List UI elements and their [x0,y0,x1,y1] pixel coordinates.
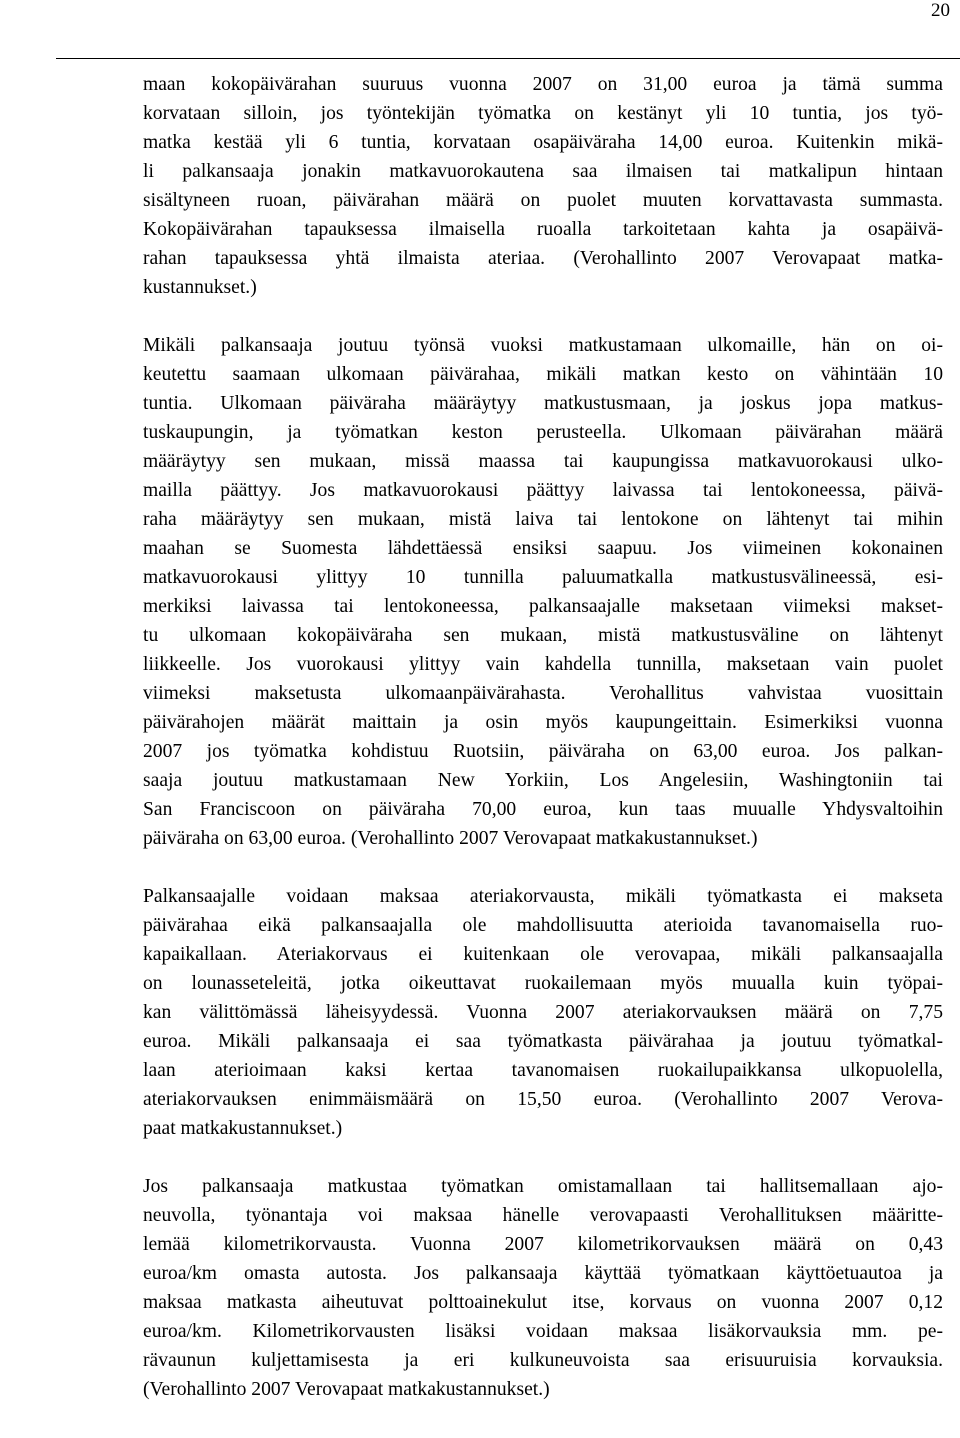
text-line: maksaa matkasta aiheutuvat polttoainekulut itse, korvaus on vuonna 2007 0,12 [143,1292,943,1313]
text-line: neuvolla, työnantaja voi maksaa hänelle verovapaasti Verohallituksen määritte- [143,1205,943,1226]
text-line: tuskaupungin, ja työmatkan keston perusteella. Ulkomaan päivärahan määrä [143,422,943,443]
text-line: paat matkakustannukset.) [143,1118,343,1139]
text-line: viimeksi maksetusta ulkomaanpäivärahasta. Verohallitus vahvistaa vuosittain [143,683,943,704]
text-line: matka kestää yli 6 tuntia, korvataan osapäiväraha 14,00 euroa. Kuitenkin mikä- [143,132,943,153]
text-line: laan aterioimaan kaksi kertaa tavanomaisen ruokailupaikkansa ulkopuolella, [143,1060,943,1081]
text-line: merkiksi laivassa tai lentokoneessa, palkansaajalle maksetaan viimeksi makset- [143,596,943,617]
text-line: kapaikallaan. Ateriakorvaus ei kuitenkaan ole verovapaa, mikäli palkansaajalla [143,944,943,965]
text-line: Kokopäivärahan tapauksessa ilmaisella ruoalla tarkoitetaan kahta ja osapäivä- [143,219,943,240]
text-line: tuntia. Ulkomaan päiväraha määräytyy matkustusmaan, ja joskus jopa matkus- [143,393,943,414]
text-line: sisältyneen ruoan, päivärahan määrä on puolet muuten korvattavasta summasta. [143,190,943,211]
text-line: Mikäli palkansaaja joutuu työnsä vuoksi matkustamaan ulkomaille, hän on oi- [143,335,943,356]
text-line: Jos palkansaaja matkustaa työmatkan omistamallaan tai hallitsemallaan ajo- [143,1176,943,1197]
text-line: euroa/km omasta autosta. Jos palkansaaja käyttää työmatkaan käyttöetuautoa ja [143,1263,943,1284]
document-body [143,70,943,1404]
text-line: rävaunun kuljettamisesta ja eri kulkuneuvoista saa erisuuruisia korvauksia. [143,1350,943,1371]
text-line: päivärahaa eikä palkansaajalla ole mahdollisuutta aterioida tavanomaisella ruo- [143,915,943,936]
paragraph [143,70,943,302]
text-line: saaja joutuu matkustamaan New Yorkiin, Los Angelesiin, Washingtoniin tai [143,770,943,791]
text-line: San Franciscoon on päiväraha 70,00 euroa, kun taas muualle Yhdysvaltoihin [143,799,943,820]
text-line: tu ulkomaan kokopäiväraha sen mukaan, mistä matkustusväline on lähtenyt [143,625,943,646]
text-line: li palkansaaja jonakin matkavuorokautena saa ilmaisen tai matkalipun hintaan [143,161,943,182]
paragraph [143,882,943,1143]
text-line: kustannukset.) [143,277,257,298]
text-line: on lounasseteleitä, jotka oikeuttavat ruokailemaan myös muualla kuin työpai- [143,973,943,994]
text-line: rahan tapauksessa yhtä ilmaista ateriaa. (Verohallinto 2007 Verovapaat matka- [143,248,943,269]
text-line: määräytyy sen mukaan, missä maassa tai kaupungissa matkavuorokausi ulko- [143,451,943,472]
text-line: lemää kilometrikorvausta. Vuonna 2007 kilometrikorvauksen määrä on 0,43 [143,1234,943,1255]
text-line: ateriakorvauksen enimmäismäärä on 15,50 euroa. (Verohallinto 2007 Verova- [143,1089,943,1110]
text-line: raha määräytyy sen mukaan, mistä laiva tai lentokone on lähtenyt tai mihin [143,509,943,530]
text-line: euroa. Mikäli palkansaaja ei saa työmatkasta päivärahaa ja joutuu työmatkal- [143,1031,943,1052]
text-line: euroa/km. Kilometrikorvausten lisäksi voidaan maksaa lisäkorvauksia mm. pe- [143,1321,943,1342]
text-line: 2007 jos työmatka kohdistuu Ruotsiin, päiväraha on 63,00 euroa. Jos palkan- [143,741,943,762]
paragraph [143,1172,943,1404]
text-line: päiväraha on 63,00 euroa. (Verohallinto 2007 Verovapaat matkakustannukset.) [143,828,758,849]
text-line: liikkeelle. Jos vuorokausi ylittyy vain kahdella tunnilla, maksetaan vain puolet [143,654,943,675]
text-line: mailla päättyy. Jos matkavuorokausi päättyy laivassa tai lentokoneessa, päivä- [143,480,943,501]
text-line: päivärahojen määrät maittain ja osin myös kaupungeittain. Esimerkiksi vuonna [143,712,943,733]
text-line: (Verohallinto 2007 Verovapaat matkakustannukset.) [143,1379,550,1400]
text-line: korvataan silloin, jos työntekijän työmatka on kestänyt yli 10 tuntia, jos työ- [143,103,943,124]
text-line: matkavuorokausi ylittyy 10 tunnilla paluumatkalla matkustusvälineessä, esi- [143,567,943,588]
text-line: kan välittömässä läheisyydessä. Vuonna 2007 ateriakorvauksen määrä on 7,75 [143,1002,943,1023]
text-line: maan kokopäivärahan suuruus vuonna 2007 on 31,00 euroa ja tämä summa [143,74,943,95]
header-rule [56,58,960,59]
text-line: keutettu saamaan ulkomaan päivärahaa, mikäli matkan kesto on vähintään 10 [143,364,943,385]
text-line: maahan se Suomesta lähdettäessä ensiksi saapuu. Jos viimeinen kokonainen [143,538,943,559]
paragraph [143,331,943,853]
text-line: Palkansaajalle voidaan maksaa ateriakorvausta, mikäli työmatkasta ei makseta [143,886,943,907]
page-number: 20 [931,0,950,21]
